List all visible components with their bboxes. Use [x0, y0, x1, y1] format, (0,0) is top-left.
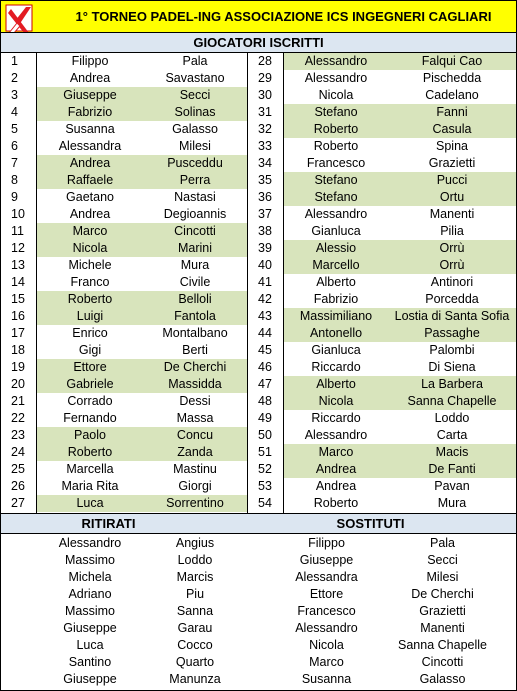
table-row: [1, 342, 516, 359]
substitute-last-name: Pala: [429, 536, 456, 550]
list-item: [1, 535, 516, 552]
player-first-name: Francesco: [306, 156, 366, 170]
player-number: 29: [258, 71, 272, 85]
player-number: 42: [258, 292, 272, 306]
table-row: [1, 223, 516, 240]
player-number: 33: [258, 139, 272, 153]
player-first-name: Riccardo: [311, 360, 361, 374]
player-number: 27: [11, 496, 25, 510]
player-first-name: Alessandra: [58, 139, 122, 153]
withdrawn-first-name: Alessandro: [58, 536, 122, 550]
player-first-name: Nicola: [37, 240, 143, 257]
player-last-name: Concu: [143, 427, 247, 444]
player-number: 19: [11, 360, 25, 374]
substitute-first-name: Susanna: [301, 672, 352, 686]
substitute-first-name: Francesco: [297, 604, 356, 618]
player-number: 4: [11, 105, 18, 119]
player-number: 44: [258, 326, 272, 340]
player-last-name: Mura: [437, 496, 467, 510]
player-first-name: Alessandro: [304, 428, 368, 442]
player-last-name: Degioannis: [163, 207, 227, 221]
player-number: 12: [11, 241, 25, 255]
table-row: [1, 240, 516, 257]
player-last-name: Belloli: [143, 291, 247, 308]
player-first-name: Riccardo: [311, 411, 361, 425]
player-last-name: Secci: [143, 87, 247, 104]
player-number: 9: [11, 190, 18, 204]
table-row: [1, 461, 516, 478]
player-first-name: Marco: [37, 223, 143, 240]
player-last-name: Montalbano: [162, 326, 228, 340]
player-last-name: Zanda: [143, 444, 247, 461]
player-last-name: Ortu: [388, 189, 516, 206]
player-last-name: Di Siena: [428, 360, 476, 374]
player-first-name: Gianluca: [311, 343, 361, 357]
table-row: [1, 87, 516, 104]
withdrawn-first-name: Santino: [68, 655, 112, 669]
substitute-last-name: Cincotti: [421, 655, 464, 669]
substitute-first-name: Marco: [309, 655, 344, 669]
player-number: 39: [258, 241, 272, 255]
player-last-name: Sorrentino: [143, 495, 247, 512]
player-number: 25: [11, 462, 25, 476]
player-last-name: Pischedda: [422, 71, 482, 85]
player-number: 17: [11, 326, 25, 340]
player-last-name: Orrù: [388, 257, 516, 274]
player-number: 37: [258, 207, 272, 221]
substitute-last-name: Grazietti: [419, 604, 466, 618]
player-number: 49: [258, 411, 272, 425]
player-last-name: Dessi: [179, 394, 211, 408]
player-number: 45: [258, 343, 272, 357]
player-last-name: Fanni: [388, 104, 516, 121]
player-last-name: Loddo: [434, 411, 470, 425]
table-row: [1, 444, 516, 461]
table-row: [1, 121, 516, 138]
substitute-last-name: Milesi: [426, 570, 459, 584]
substitute-first-name: Nicola: [309, 638, 344, 652]
player-last-name: Sanna Chapelle: [388, 393, 516, 410]
player-last-name: Lostia di Santa Sofia: [388, 308, 516, 325]
player-number: 22: [11, 411, 25, 425]
player-number: 38: [258, 224, 272, 238]
player-first-name: Stefano: [284, 172, 388, 189]
player-number: 1: [11, 54, 18, 68]
player-first-name: Luca: [37, 495, 143, 512]
player-last-name: Pala: [182, 54, 208, 68]
player-number: 52: [258, 462, 272, 476]
player-first-name: Gigi: [78, 343, 102, 357]
player-first-name: Marcella: [66, 462, 114, 476]
table-row: [1, 427, 516, 444]
player-number: 18: [11, 343, 25, 357]
withdrawn-last-name: Loddo: [177, 553, 213, 567]
player-number: 11: [11, 224, 24, 238]
player-last-name: La Barbera: [388, 376, 516, 393]
player-last-name: Grazietti: [428, 156, 476, 170]
player-first-name: Ettore: [37, 359, 143, 376]
list-item: [1, 620, 516, 637]
substitute-first-name: Alessandro: [295, 621, 358, 635]
withdrawn-first-name: Luca: [76, 638, 104, 652]
withdrawn-last-name: Garau: [177, 621, 213, 635]
player-number: 26: [11, 479, 25, 493]
table-row: [1, 206, 516, 223]
player-first-name: Gianluca: [311, 224, 361, 238]
table-row: [1, 393, 516, 410]
player-first-name: Andrea: [69, 207, 111, 221]
player-last-name: De Fanti: [388, 461, 516, 478]
table-row: [1, 189, 516, 206]
table-row: [1, 138, 516, 155]
withdrawn-last-name: Piu: [185, 587, 205, 601]
player-first-name: Alessio: [284, 240, 388, 257]
player-last-name: Porcedda: [425, 292, 479, 306]
players-grid: [1, 53, 516, 512]
player-number: 34: [258, 156, 272, 170]
withdrawn-last-name: Quarto: [175, 655, 215, 669]
player-number: 31: [258, 105, 272, 119]
player-last-name: Civile: [179, 275, 211, 289]
player-number: 50: [258, 428, 272, 442]
player-first-name: Nicola: [284, 393, 388, 410]
substitute-last-name: De Cherchi: [411, 587, 474, 601]
table-row: [1, 495, 516, 512]
player-number: 3: [11, 88, 18, 102]
divider-left-number: [36, 53, 37, 513]
player-first-name: Raffaele: [37, 172, 143, 189]
withdrawn-first-name: Michela: [68, 570, 112, 584]
player-first-name: Giuseppe: [37, 87, 143, 104]
player-last-name: Orrù: [388, 240, 516, 257]
section-bottom-heading: [1, 513, 516, 534]
player-first-name: Roberto: [313, 139, 359, 153]
player-last-name: Massidda: [143, 376, 247, 393]
player-number: 32: [258, 122, 272, 136]
player-number: 5: [11, 122, 18, 136]
player-first-name: Alberto: [284, 376, 388, 393]
player-last-name: Manenti: [429, 207, 475, 221]
player-first-name: Luigi: [37, 308, 143, 325]
player-last-name: Perra: [143, 172, 247, 189]
player-first-name: Michele: [68, 258, 112, 272]
player-first-name: Maria Rita: [61, 479, 119, 493]
player-number: 53: [258, 479, 272, 493]
table-row: [1, 376, 516, 393]
player-last-name: Macis: [388, 444, 516, 461]
player-last-name: Galasso: [172, 122, 218, 136]
player-first-name: Antonello: [284, 325, 388, 342]
player-first-name: Gabriele: [37, 376, 143, 393]
substitute-last-name: Sanna Chapelle: [398, 638, 487, 652]
bottom-grid: [1, 535, 516, 688]
player-last-name: Giorgi: [178, 479, 212, 493]
player-first-name: Andrea: [315, 479, 357, 493]
list-item: [1, 654, 516, 671]
table-row: [1, 155, 516, 172]
player-first-name: Marcello: [284, 257, 388, 274]
table-row: [1, 70, 516, 87]
player-last-name: Casula: [388, 121, 516, 138]
player-number: 46: [258, 360, 272, 374]
player-last-name: Pavan: [434, 479, 470, 493]
player-number: 28: [258, 54, 272, 68]
table-row: [1, 325, 516, 342]
substitute-first-name: Ettore: [309, 587, 344, 601]
player-first-name: Fabrizio: [313, 292, 359, 306]
player-first-name: Stefano: [284, 104, 388, 121]
withdrawn-first-name: Adriano: [68, 587, 112, 601]
player-last-name: Pusceddu: [143, 155, 247, 172]
player-last-name: Savastano: [165, 71, 225, 85]
player-number: 2: [11, 71, 18, 85]
player-last-name: Cadelano: [425, 88, 479, 102]
player-first-name: Enrico: [72, 326, 108, 340]
player-number: 30: [258, 88, 272, 102]
table-row: [1, 257, 516, 274]
player-first-name: Filippo: [71, 54, 109, 68]
player-number: 36: [258, 190, 272, 204]
substitute-last-name: Secci: [427, 553, 458, 567]
player-number: 51: [258, 445, 272, 459]
substitute-first-name: Filippo: [308, 536, 345, 550]
substitute-first-name: Giuseppe: [299, 553, 354, 567]
player-last-name: Carta: [436, 428, 468, 442]
player-first-name: Corrado: [67, 394, 113, 408]
player-number: 7: [11, 156, 18, 170]
player-first-name: Marco: [284, 444, 388, 461]
player-first-name: Gaetano: [66, 190, 114, 204]
player-number: 20: [11, 377, 25, 391]
player-first-name: Franco: [70, 275, 110, 289]
player-first-name: Massimiliano: [284, 308, 388, 325]
list-item: [1, 569, 516, 586]
list-item: [1, 603, 516, 620]
section-registered-heading: GIOCATORI ISCRITTI: [1, 32, 516, 53]
list-item: [1, 586, 516, 603]
player-last-name: Nastasi: [174, 190, 216, 204]
page-title: 1° TORNEO PADEL-ING ASSOCIAZIONE ICS INGEGNERI CAGLIARI: [75, 9, 492, 24]
player-number: 6: [11, 139, 18, 153]
player-last-name: Pilia: [440, 224, 464, 238]
player-number: 24: [11, 445, 25, 459]
player-number: 54: [258, 496, 272, 510]
title-bar: [1, 1, 516, 34]
player-number: 8: [11, 173, 18, 187]
player-first-name: Fernando: [63, 411, 117, 425]
substitute-last-name: Manenti: [420, 621, 465, 635]
player-number: 21: [11, 394, 25, 408]
player-last-name: Spina: [436, 139, 468, 153]
player-last-name: Antinori: [430, 275, 474, 289]
substitute-last-name: Galasso: [419, 672, 466, 686]
player-last-name: Palombi: [429, 343, 475, 357]
table-row: [1, 53, 516, 70]
player-number: 15: [11, 292, 25, 306]
player-number: 48: [258, 394, 272, 408]
player-last-name: Berti: [182, 343, 208, 357]
table-row: [1, 172, 516, 189]
withdrawn-heading: RITIRATI: [81, 516, 136, 531]
player-first-name: Alessandro: [304, 71, 368, 85]
player-number: 40: [258, 258, 272, 272]
player-last-name: Cincotti: [143, 223, 247, 240]
player-last-name: Falqui Cao: [388, 53, 516, 70]
player-number: 23: [11, 428, 25, 442]
player-first-name: Stefano: [284, 189, 388, 206]
divider-center: [247, 53, 248, 513]
withdrawn-first-name: Giuseppe: [63, 621, 117, 635]
withdrawn-first-name: Giuseppe: [63, 672, 117, 686]
table-row: [1, 359, 516, 376]
player-first-name: Nicola: [318, 88, 354, 102]
substitute-first-name: Alessandra: [295, 570, 358, 584]
list-item: [1, 671, 516, 688]
withdrawn-last-name: Manunza: [169, 672, 221, 686]
player-last-name: Mura: [180, 258, 210, 272]
player-first-name: Susanna: [65, 122, 115, 136]
player-first-name: Roberto: [284, 121, 388, 138]
table-row: [1, 410, 516, 427]
player-last-name: Marini: [143, 240, 247, 257]
player-number: 10: [11, 207, 25, 221]
player-first-name: Andrea: [284, 461, 388, 478]
table-row: [1, 308, 516, 325]
player-last-name: Milesi: [179, 139, 211, 153]
player-number: 41: [258, 275, 272, 289]
player-number: 13: [11, 258, 25, 272]
player-last-name: Pucci: [388, 172, 516, 189]
player-first-name: Alberto: [316, 275, 356, 289]
player-last-name: Massa: [176, 411, 214, 425]
list-item: [1, 637, 516, 654]
list-item: [1, 552, 516, 569]
withdrawn-first-name: Massimo: [64, 553, 115, 567]
player-number: 16: [11, 309, 25, 323]
player-last-name: Passaghe: [388, 325, 516, 342]
player-first-name: Roberto: [37, 291, 143, 308]
withdrawn-last-name: Cocco: [177, 638, 213, 652]
divider-right-number: [283, 53, 284, 513]
player-first-name: Fabrizio: [37, 104, 143, 121]
player-first-name: Paolo: [37, 427, 143, 444]
player-last-name: Solinas: [143, 104, 247, 121]
table-row: [1, 104, 516, 121]
player-first-name: Alessandro: [304, 207, 368, 221]
table-row: [1, 274, 516, 291]
withdrawn-last-name: Sanna: [176, 604, 214, 618]
player-first-name: Roberto: [313, 496, 359, 510]
withdrawn-last-name: Marcis: [176, 570, 214, 584]
substitutes-heading: SOSTITUTI: [336, 516, 405, 531]
player-number: 47: [258, 377, 272, 391]
player-first-name: Alessandro: [284, 53, 388, 70]
player-number: 43: [258, 309, 272, 323]
player-last-name: Mastinu: [173, 462, 217, 476]
table-row: [1, 291, 516, 308]
player-first-name: Roberto: [37, 444, 143, 461]
table-row: [1, 478, 516, 495]
player-number: 14: [11, 275, 25, 289]
player-last-name: Fantola: [143, 308, 247, 325]
withdrawn-last-name: Angius: [175, 536, 215, 550]
player-number: 35: [258, 173, 272, 187]
withdrawn-first-name: Massimo: [64, 604, 115, 618]
player-first-name: Andrea: [37, 155, 143, 172]
player-first-name: Andrea: [69, 71, 111, 85]
player-last-name: De Cherchi: [143, 359, 247, 376]
